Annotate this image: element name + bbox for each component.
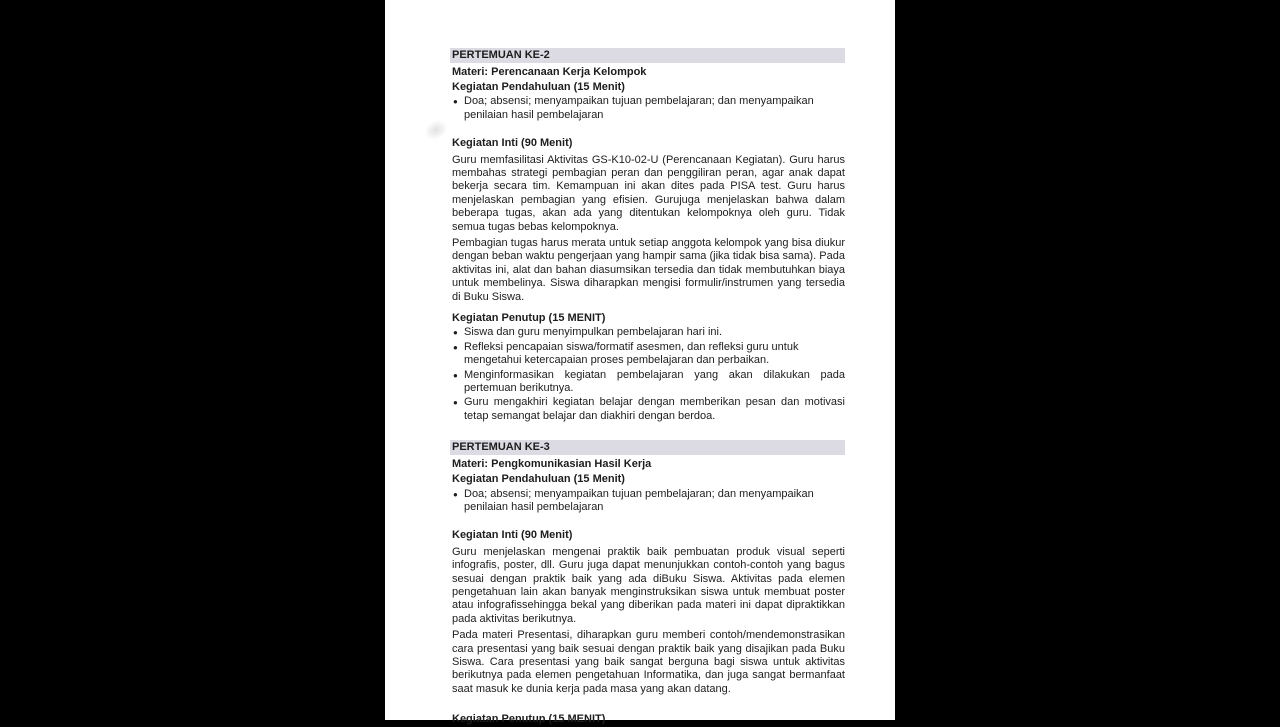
list-item xyxy=(452,396,845,423)
bullet-text: Refleksi pencapaian siswa/formatif asesmen, dan refleksi guru untuk mengetahui ketercapaian proses pembelajaran dan perbaikan. xyxy=(464,340,799,367)
bullet-text: Menginformasikan kegiatan pembelajaran yang akan dilakukan pada pertemuan berikutnya. xyxy=(464,368,845,395)
heading-kegiatan-pendahuluan: Kegiatan Pendahuluan (15 Menit) xyxy=(452,473,625,486)
bullet-icon: ● xyxy=(453,398,458,408)
paragraph: Guru menjelaskan mengenai praktik baik pembuatan produk visual seperti infografis, poster, dll. Guru juga dapat menunjukkan contoh-contoh yang bagus sesuai dengan praktik baik yang ada diBuku Siswa. Aktivitas pada elemen pengetahuan lain akan banyak menginstruksikan siswa untuk membuat poster atau infografissehingga bekal yang diberikan pada materi ini dapat dipraktikkan pada aktivitas berikutnya. xyxy=(452,545,845,625)
list-item xyxy=(452,95,845,122)
section-pertemuan-ke-3 xyxy=(452,440,845,726)
bullet-icon: ● xyxy=(453,489,458,499)
section-pertemuan-ke-2 xyxy=(452,48,845,423)
bullet-icon: ● xyxy=(453,328,458,338)
bullet-text: Doa; absensi; menyampaikan tujuan pembelajaran; dan menyampaikan penilaian hasil pembelajaran xyxy=(464,487,814,513)
heading-kegiatan-penutup: Kegiatan Penutup (15 MENIT) xyxy=(452,312,606,324)
scan-artifact xyxy=(420,115,453,145)
list-item xyxy=(452,341,845,368)
section-header: PERTEMUAN KE-3 xyxy=(450,440,845,455)
heading-kegiatan-pendahuluan: Kegiatan Pendahuluan (15 Menit) xyxy=(452,80,625,93)
penutup-bullet-list xyxy=(452,326,845,423)
materi-title: Materi: Pengkomunikasian Hasil Kerja xyxy=(452,457,652,470)
list-item xyxy=(452,326,845,339)
bullet-text: Guru mengakhiri kegiatan belajar dengan memberikan pesan dan motivasi tetap semangat belajar dan diakhiri dengan berdoa. xyxy=(464,396,845,422)
bullet-icon: ● xyxy=(453,97,458,107)
paragraph: Guru memfasilitasi Aktivitas GS-K10-02-U (Perencanaan Kegiatan). Guru harus membahas strategi pembagian peran dan penggiliran peran, agar anak dapat bekerja secara tim. Kemampuan ini akan dites pada PISA test. Guru harus menjelaskan pembagian yang efisien. Gurujuga menjelaskan bahwa dalam beberapa tugas, akan ada yang ditentukan kelompoknya oleh guru. Tidak semua tugas bebas kelompoknya. xyxy=(452,153,845,233)
heading-kegiatan-inti: Kegiatan Inti (90 Menit) xyxy=(452,137,573,150)
section-header: PERTEMUAN KE-2 xyxy=(450,48,845,63)
paragraph: Pembagian tugas harus merata untuk setiap anggota kelompok yang bisa diukur dengan beban waktu pengerjaan yang hampir sama (jika tidak bisa sama). Pada aktivitas ini, alat dan bahan diasumsikan tersedia dan tidak membutuhkan biaya untuk membelinya. Siswa diharapkan mengisi formulir/instrumen yang tersedia di Buku Siswa. xyxy=(452,236,845,303)
document-page xyxy=(385,0,895,726)
pendahuluan-bullet-list xyxy=(452,488,845,515)
paragraph: Pada materi Presentasi, diharapkan guru memberi contoh/mendemonstrasikan cara presentasi yang baik sesuai dengan praktik baik yang disajikan pada Buku Siswa. Cara presentasi yang baik sangat berguna bagi siswa untuk aktivitas berikutnya pada elemen pengetahuan Informatika, dan juga sangat bermanfaat saat masuk ke dunia kerja pada masa yang akan datang. xyxy=(452,629,845,695)
heading-kegiatan-inti: Kegiatan Inti (90 Menit) xyxy=(452,529,573,542)
bullet-icon: ● xyxy=(453,342,458,352)
list-item xyxy=(452,369,845,396)
bullet-icon: ● xyxy=(453,370,458,380)
bullet-text: Doa; absensi; menyampaikan tujuan pembelajaran; dan menyampaikan penilaian hasil pembelajaran xyxy=(464,95,814,121)
materi-title: Materi: Perencanaan Kerja Kelompok xyxy=(452,65,647,78)
pendahuluan-bullet-list xyxy=(452,95,845,122)
heading-kegiatan-penutup: Kegiatan Penutup (15 MENIT) xyxy=(452,713,606,726)
bullet-text: Siswa dan guru menyimpulkan pembelajaran hari ini. xyxy=(464,326,723,339)
list-item xyxy=(452,488,845,515)
